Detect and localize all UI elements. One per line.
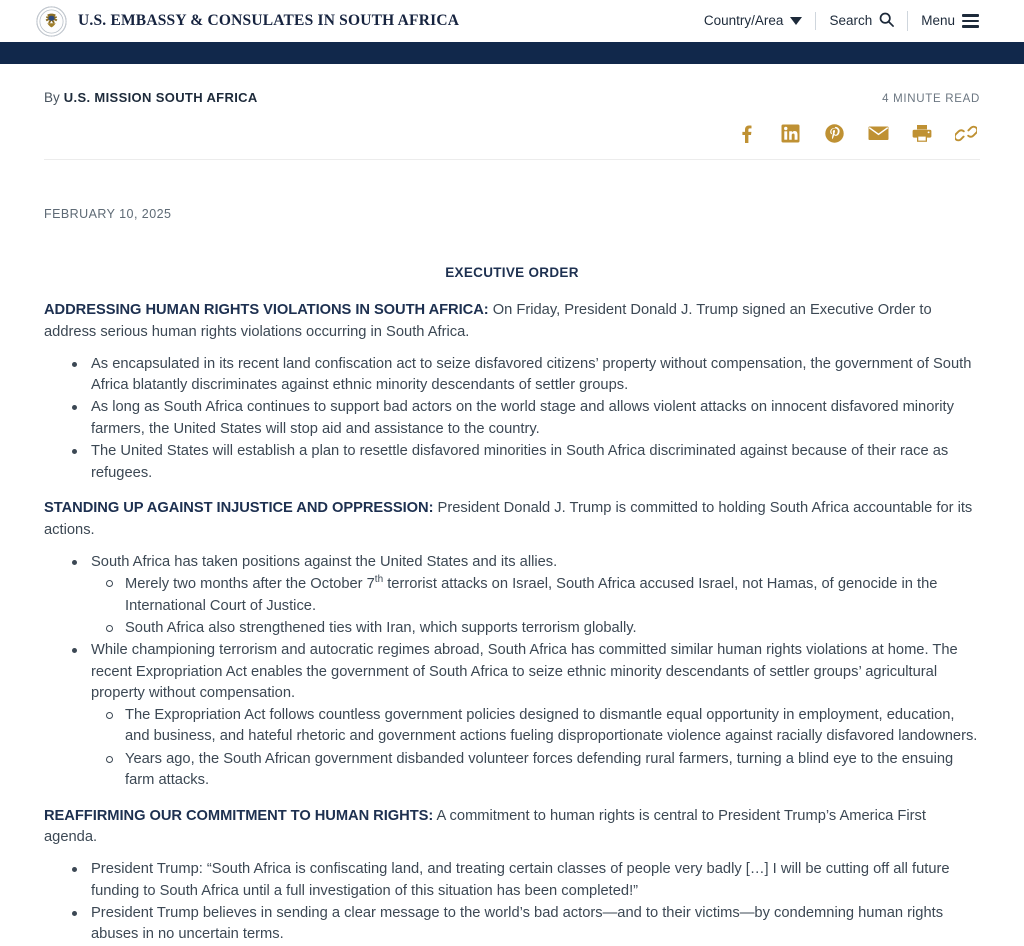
section2-bullet-list <box>44 552 980 792</box>
section3-bullet-list <box>44 859 980 946</box>
section2-body: President Donald J. Trump is committed to holding South Africa accountable for its actions. <box>44 500 973 538</box>
section2-sub-list-2 <box>91 705 980 792</box>
header-nav <box>691 11 992 31</box>
list-item-text: While championing terrorism and autocratic regimes abroad, South Africa has committed similar human rights violations at home. The recent Expropriation Act enables the government of South Africa to seize ethnic minority descendants of settler groups’ agricultural property without compensation. <box>91 642 958 702</box>
publish-date <box>44 160 980 221</box>
nav-country-area-label: Country/Area <box>703 13 784 29</box>
list-item-text-post: terrorist attacks on Israel, South Africa accused Israel, not Hamas, of genocide in the International Court of Justice. <box>125 576 938 614</box>
byline <box>44 90 258 105</box>
section2-sub-list-1 <box>91 573 980 639</box>
nav-menu[interactable] <box>907 11 992 31</box>
section3-lead: REAFFIRMING OUR COMMITMENT TO HUMAN RIGHTS: <box>44 807 434 824</box>
site-title: U.S. EMBASSY & CONSULATES IN SOUTH AFRICA <box>78 12 460 29</box>
section1-lead: ADDRESSING HUMAN RIGHTS VIOLATIONS IN SOUTH AFRICA: <box>44 302 489 318</box>
search-icon <box>879 12 894 30</box>
section1-bullet-list <box>44 354 980 485</box>
list-item: President Trump believes in sending a clear message to the world’s bad actors—and to their victims—by condemning human rights abuses in no uncertain terms. <box>69 903 980 946</box>
print-icon[interactable] <box>910 121 934 145</box>
list-item-text: South Africa has taken positions against the United States and its allies. <box>91 553 558 570</box>
list-item: The United States will establish a plan to resettle disfavored minorities in South Africa discriminated against because of their race as refugees. <box>69 441 980 484</box>
list-item: South Africa also strengthened ties with Iran, which supports terrorism globally. <box>97 618 980 639</box>
list-item: Years ago, the South African government disbanded volunteer forces defending rural farmers, turning a blind eye to the ensuing farm attacks. <box>97 749 980 792</box>
list-item-text-pre: Merely two months after the October 7 <box>125 576 375 593</box>
list-item <box>69 552 980 640</box>
navy-accent-bar <box>0 42 1024 64</box>
section3-paragraph <box>44 806 980 850</box>
pinterest-share-icon[interactable] <box>822 121 846 145</box>
linkedin-share-icon[interactable] <box>778 121 802 145</box>
publish-date-text: FEBRUARY 10, 2025 <box>44 207 172 221</box>
list-item: The Expropriation Act follows countless government policies designed to dismantle equal opportunity in employment, education, and business, and hateful rhetoric and government actions fueling disproportionate violence against racially disfavored landowners. <box>97 705 980 748</box>
document-title: EXECUTIVE ORDER <box>445 265 579 280</box>
ordinal-suffix: th <box>374 574 384 586</box>
chevron-down-icon <box>790 17 802 25</box>
nav-country-area[interactable] <box>691 14 816 28</box>
email-share-icon[interactable] <box>866 121 890 145</box>
share-row <box>44 105 980 145</box>
nav-search[interactable] <box>815 12 907 30</box>
list-item <box>97 573 980 617</box>
list-item <box>69 640 980 791</box>
nav-search-label: Search <box>829 13 873 29</box>
section3-body: A commitment to human rights is central to President Trump’s America First agenda. <box>44 807 926 846</box>
facebook-share-icon[interactable] <box>734 121 758 145</box>
section2-lead: STANDING UP AGAINST INJUSTICE AND OPPRESSION: <box>44 500 434 517</box>
read-time: 4 MINUTE READ <box>882 93 980 105</box>
section2-paragraph <box>44 498 980 542</box>
list-item: As encapsulated in its recent land confiscation act to seize disfavored citizens’ property without compensation, the government of South Africa blatantly discriminates against ethnic minority descendants of settler groups. <box>69 354 980 397</box>
section1-body: On Friday, President Donald J. Trump signed an Executive Order to address serious human rights violations occurring in South Africa. <box>44 302 932 340</box>
us-department-of-state-seal-icon <box>36 6 67 37</box>
copy-link-icon[interactable] <box>954 121 978 145</box>
list-item: As long as South Africa continues to support bad actors on the world stage and allows violent attacks on innocent disfavored minority farmers, the United States will stop aid and assistance to the country. <box>69 397 980 440</box>
list-item: President Trump: “South Africa is confiscating land, and treating certain classes of people very badly […] I will be cutting off all future funding to South Africa until a full investigation of this situation has been completed!” <box>69 859 980 902</box>
nav-menu-label: Menu <box>921 13 955 29</box>
byline-prefix: By <box>44 90 60 105</box>
site-brand[interactable] <box>36 6 691 37</box>
hamburger-menu-icon <box>962 11 979 31</box>
article-body <box>44 221 980 946</box>
section1-paragraph <box>44 300 980 344</box>
byline-author[interactable]: U.S. MISSION SOUTH AFRICA <box>63 90 258 105</box>
article-meta-row <box>44 64 980 105</box>
site-header <box>0 0 1024 42</box>
